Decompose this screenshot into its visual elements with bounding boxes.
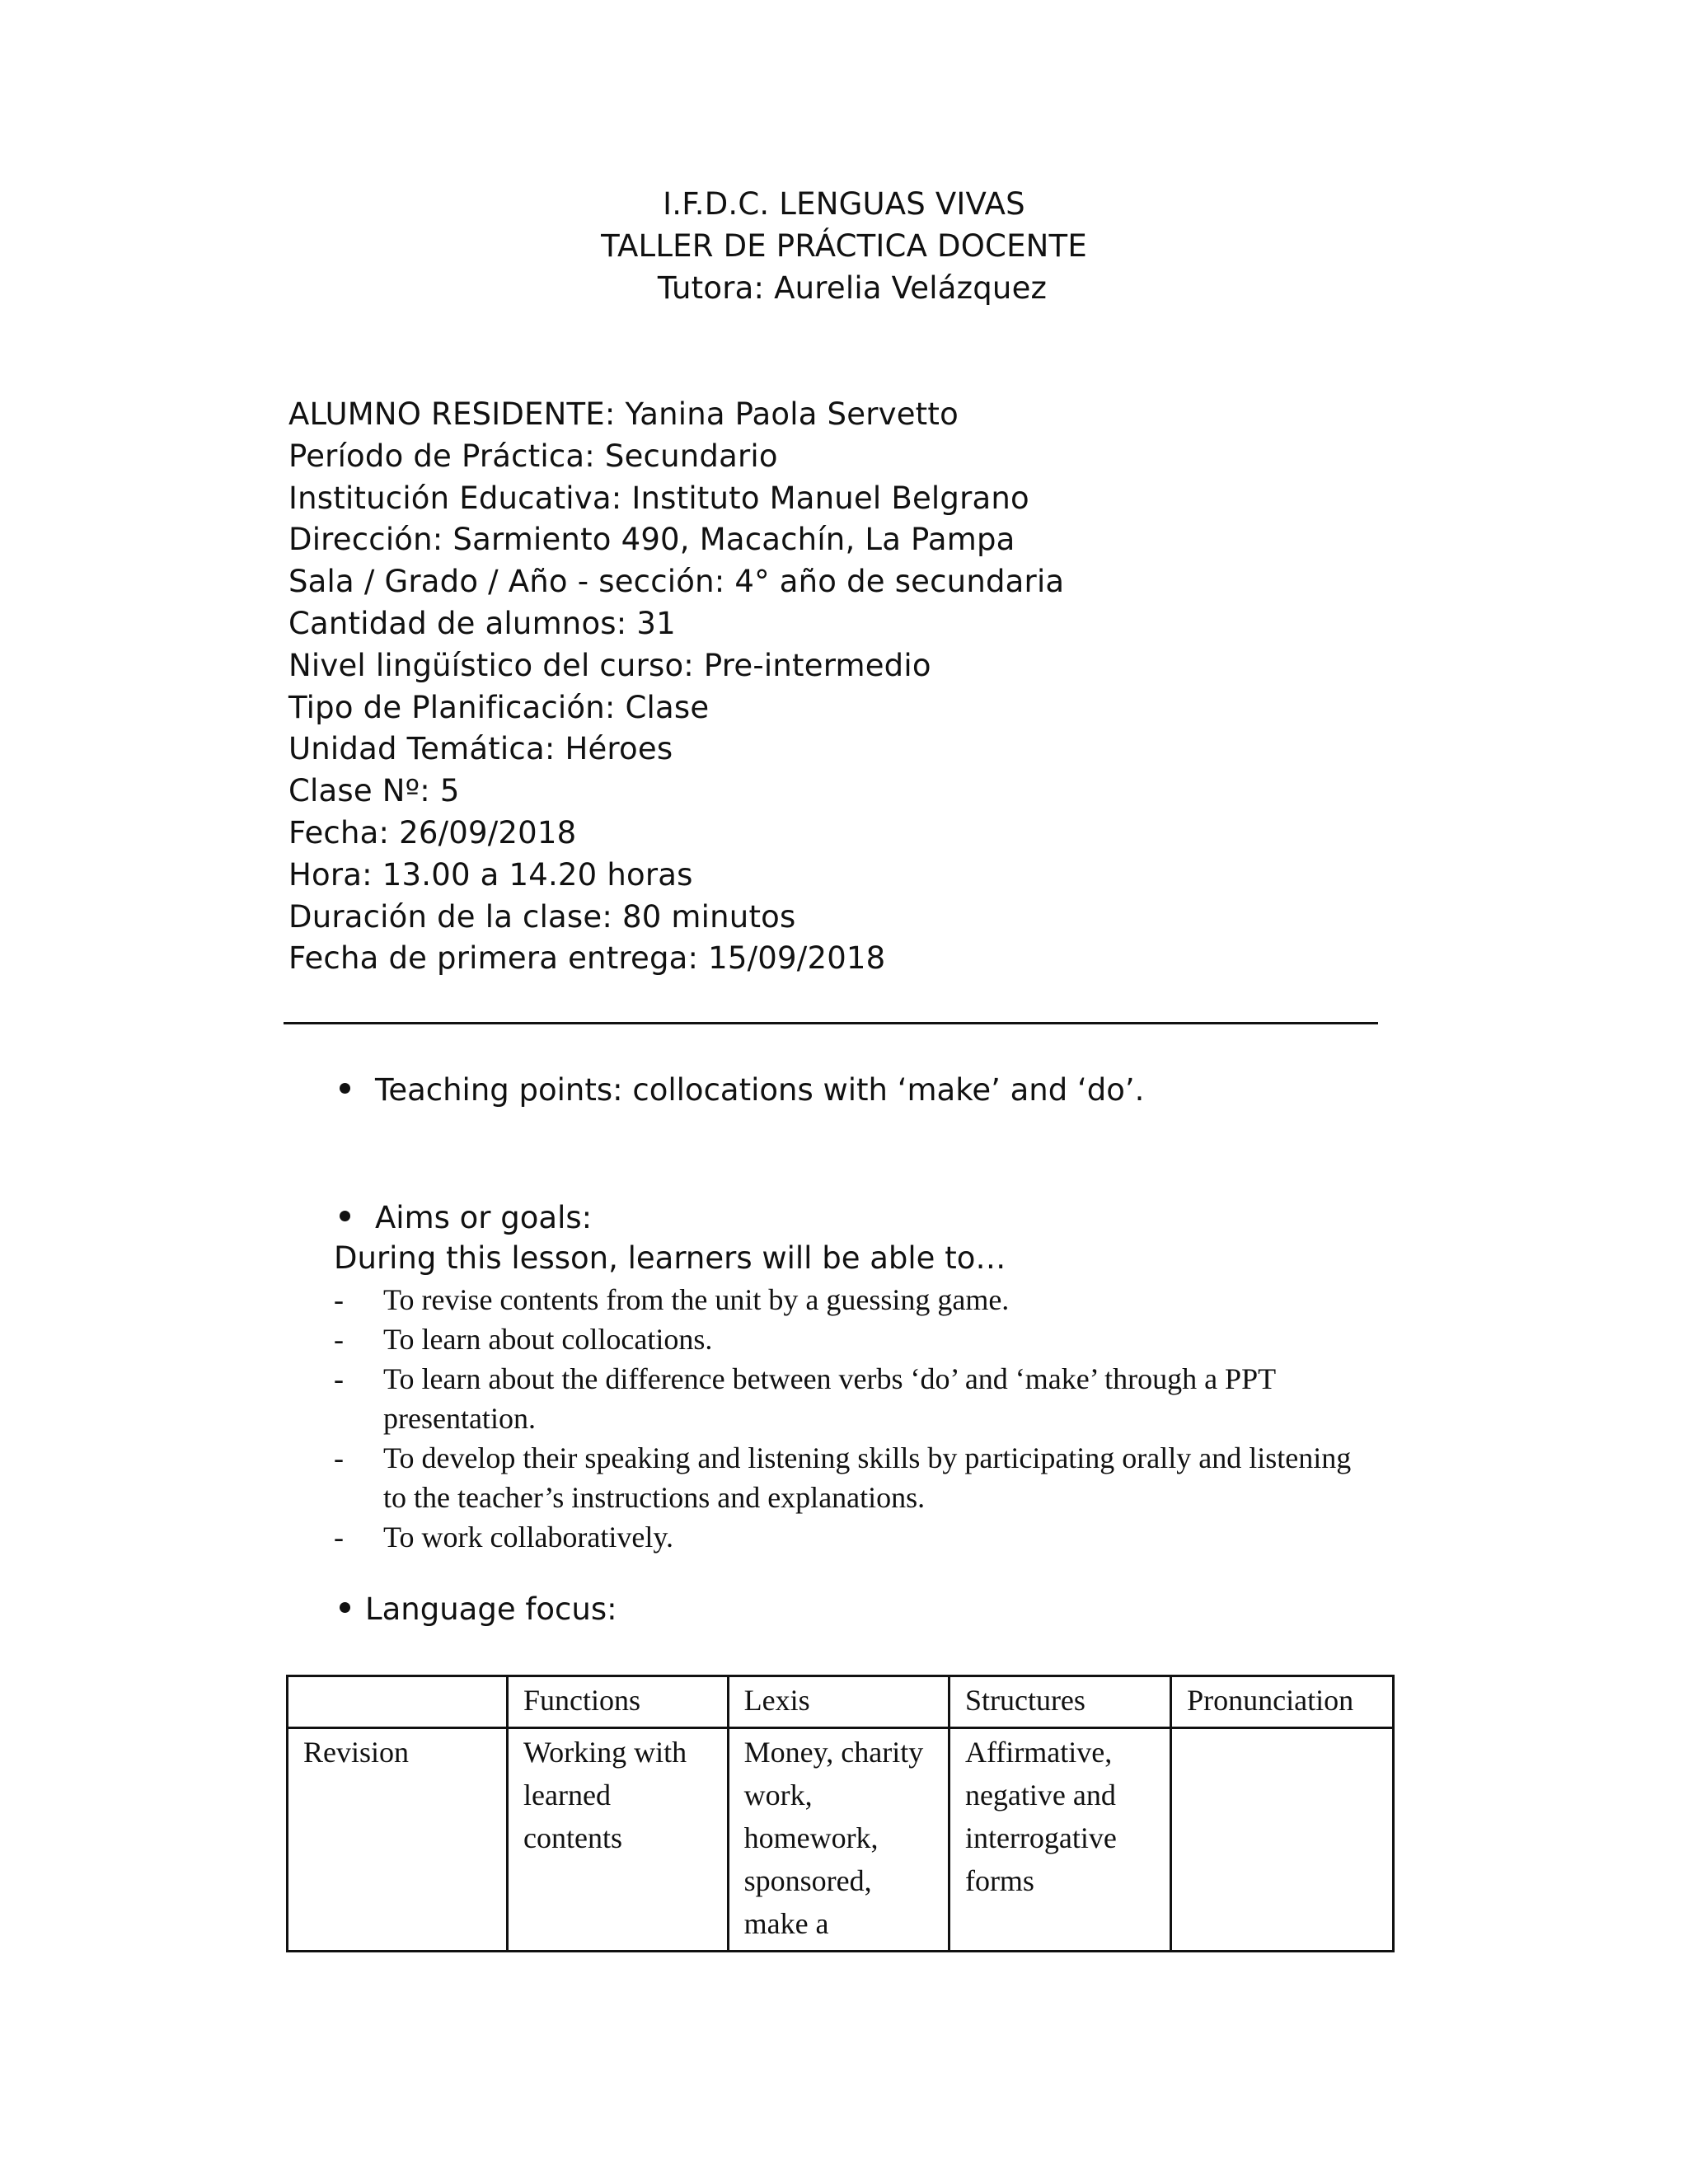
cell-lexis-text: Money, charity work, homework, sponsored, make a <box>743 1736 924 1940</box>
teaching-points-text: Teaching points: collocations with ‘make’ and ‘do’. <box>375 1072 1145 1108</box>
lesson-details <box>288 394 1064 980</box>
detail-class-number: Clase Nº: 5 <box>288 773 460 809</box>
column-header-pronunciation: Pronunciation <box>1171 1676 1394 1728</box>
aim-item <box>334 1280 1381 1319</box>
detail-period: Período de Práctica: Secundario <box>288 438 778 474</box>
detail-student-count: Cantidad de alumnos: 31 <box>288 605 676 641</box>
cell-pronunciation <box>1171 1728 1394 1952</box>
cell-stage <box>288 1728 508 1952</box>
bullet-icon <box>340 1602 350 1613</box>
document-header <box>0 183 1688 309</box>
dash-marker: - <box>334 1362 344 1395</box>
dash-marker: - <box>334 1323 344 1356</box>
institution-name: I.F.D.C. LENGUAS VIVAS <box>663 186 1025 222</box>
aims-list <box>334 1280 1381 1557</box>
detail-date: Fecha: 26/09/2018 <box>288 814 577 851</box>
aim-text: To learn about the difference between verbs ‘do’ and ‘make’ through a PPT presentation. <box>383 1362 1276 1435</box>
aim-text: To learn about collocations. <box>383 1323 713 1356</box>
detail-address: Dirección: Sarmiento 490, Macachín, La Pampa <box>288 522 1015 558</box>
cell-functions <box>508 1728 729 1952</box>
aims-heading-bullet <box>340 1197 592 1239</box>
aim-item <box>334 1438 1381 1517</box>
cell-lexis <box>728 1728 949 1952</box>
dash-marker: - <box>334 1441 344 1474</box>
aim-item <box>334 1319 1381 1359</box>
detail-time: Hora: 13.00 a 14.20 horas <box>288 856 693 893</box>
aim-text: To work collaboratively. <box>383 1521 674 1554</box>
aim-item <box>334 1359 1381 1438</box>
aims-intro: During this lesson, learners will be able to… <box>334 1240 1006 1276</box>
column-header-lexis: Lexis <box>728 1676 949 1728</box>
aim-item <box>334 1517 1381 1557</box>
detail-student: ALUMNO RESIDENTE: Yanina Paola Servetto <box>288 396 959 432</box>
aim-text: To revise contents from the unit by a guessing game. <box>383 1283 1010 1316</box>
aim-text: To develop their speaking and listening skills by participating orally and listening to the teacher’s instructions and explanations. <box>383 1441 1352 1514</box>
bullet-icon <box>340 1083 350 1094</box>
detail-grade: Sala / Grado / Año - sección: 4° año de secundaria <box>288 564 1065 600</box>
detail-level: Nivel lingüístico del curso: Pre-intermedio <box>288 647 931 683</box>
dash-marker: - <box>334 1283 344 1316</box>
cell-structures-text: Affirmative, negative and interrogative forms <box>964 1736 1117 1897</box>
cell-functions-text: Working with learned contents <box>523 1736 687 1854</box>
cell-stage-text: Revision <box>303 1736 410 1769</box>
detail-institution: Institución Educativa: Instituto Manuel Belgrano <box>288 480 1029 516</box>
aims-heading: Aims or goals: <box>375 1200 593 1235</box>
cell-structures <box>949 1728 1170 1952</box>
column-header-stage <box>288 1676 508 1728</box>
course-name: TALLER DE PRÁCTICA DOCENTE <box>601 228 1087 264</box>
tutor-name: Tutora: Aurelia Velázquez <box>657 270 1048 306</box>
detail-duration: Duración de la clase: 80 minutos <box>288 898 796 935</box>
language-focus-bullet <box>340 1589 617 1630</box>
language-focus-heading: Language focus: <box>365 1591 617 1627</box>
horizontal-divider <box>284 1022 1378 1024</box>
column-header-structures: Structures <box>949 1676 1170 1728</box>
teaching-points-bullet <box>340 1070 1144 1111</box>
detail-first-delivery: Fecha de primera entrega: 15/09/2018 <box>288 940 886 977</box>
detail-unit: Unidad Temática: Héroes <box>288 731 673 767</box>
bullet-icon <box>340 1211 350 1221</box>
language-focus-table <box>286 1675 1395 1952</box>
column-header-functions: Functions <box>508 1676 729 1728</box>
table-header-row <box>288 1676 1394 1728</box>
dash-marker: - <box>334 1521 344 1554</box>
table-row <box>288 1728 1394 1952</box>
detail-plan-type: Tipo de Planificación: Clase <box>288 689 710 725</box>
